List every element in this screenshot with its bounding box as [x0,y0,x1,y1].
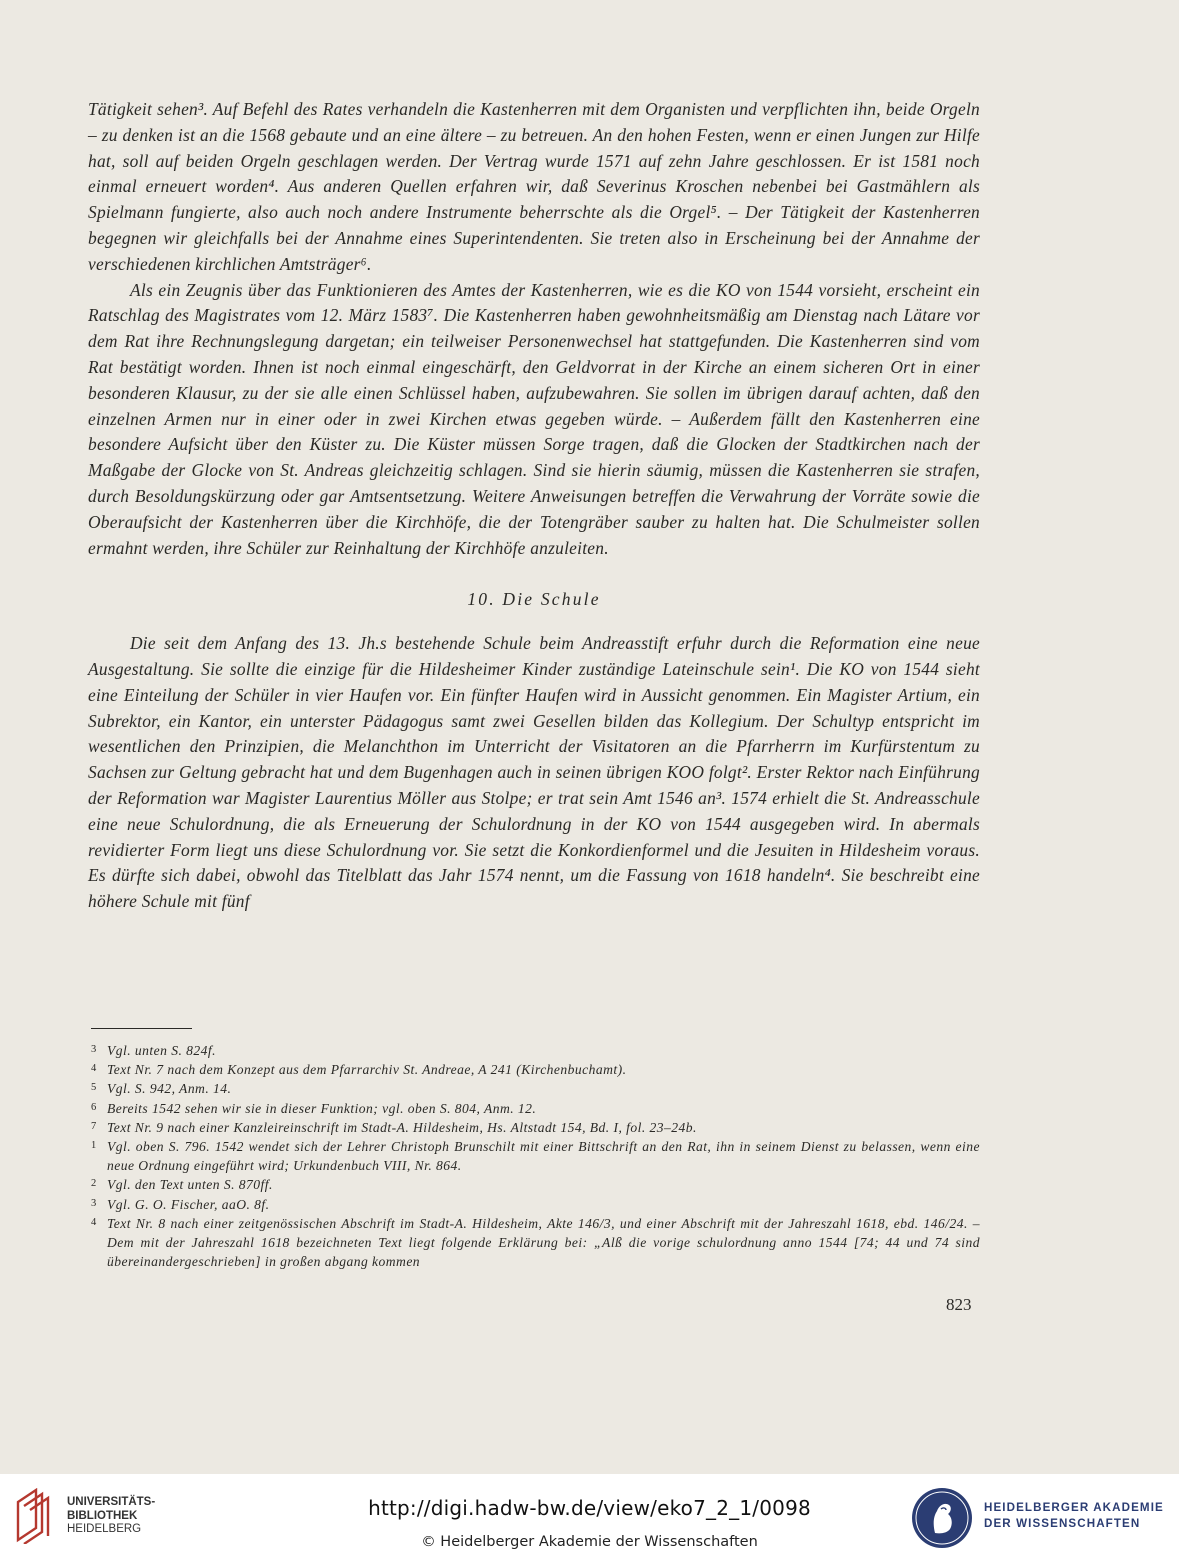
footnote-number: 4 [91,1216,97,1228]
footnote-number: 7 [91,1120,97,1132]
viewer-footer [0,1474,1179,1562]
footnotes [91,1041,980,1271]
library-name-line: UNIVERSITÄTS- [67,1496,156,1508]
footnote-text: Bereits 1542 sehen wir sie in dieser Funktion; vgl. oben S. 804, Anm. 12. [107,1100,537,1116]
footnote [91,1214,980,1272]
academy-name-line: HEIDELBERGER AKADEMIE [984,1501,1164,1514]
footnote [91,1175,980,1194]
footnote-text: Vgl. unten S. 824f. [107,1043,216,1058]
footnote [91,1118,980,1137]
footnote-number: 1 [91,1140,97,1152]
academy-name [984,1500,1164,1532]
academy-name-line: DER WISSENSCHAFTEN [984,1517,1141,1530]
paragraph-1: Tätigkeit sehen³. Auf Befehl des Rates verhandeln die Kastenherren mit dem Organisten und verpflichten ihn, beide Orgeln – zu denken ist an die 1568 gebaute und an eine ältere – zu betreuen. An den hohen Festen, wenn er einen Jungen zur Hilfe hat, soll auf beiden Orgeln geschlagen werden. Der Vertrag wurde 1571 auf zehn Jahre geschlossen. Er ist 1581 noch einmal erneuert worden⁴. Aus anderen Quellen erfahren wir, daß Severinus Kroschen nebenbei bei Gastmählern als Spielmann fungierte, also auch noch andere Instrumente beherrschte als die Orgel⁵. – Der Tätigkeit der Kastenherren begegnen wir gleichfalls bei der Annahme eines Superintendenten. Sie treten also in Erscheinung bei der Annahme der verschiedenen kirchlichen Amtsträger⁶. [88,99,980,274]
footnote-text: Vgl. S. 942, Anm. 14. [107,1081,232,1097]
footnote-number: 3 [91,1044,97,1055]
permalink-url[interactable]: http://digi.hadw-bw.de/view/eko7_2_1/0098 [368,1496,811,1520]
footnote-text: Vgl. G. O. Fischer, aaO. 8f. [107,1196,270,1212]
footnote-text: Text Nr. 9 nach einer Kanzleireinschrift im Stadt-A. Hildesheim, Hs. Altstadt 154, Bd. I, fol. 23–24b. [107,1119,697,1135]
footnote-number: 5 [91,1082,97,1094]
footnote-number: 4 [91,1063,97,1075]
footnote [91,1060,980,1079]
footnote-number: 6 [91,1101,97,1113]
library-name-line: BIBLIOTHEK [67,1509,138,1522]
footnote [91,1195,980,1214]
footnote [91,1137,980,1175]
footnote-text: Vgl. den Text unten S. 870ff. [107,1177,273,1193]
academy-seal-icon[interactable] [911,1487,973,1549]
footnote-text: Text Nr. 7 nach dem Konzept aus dem Pfarrarchiv St. Andreae, A 241 (Kirchenbuchamt). [107,1062,627,1078]
page-number: 823 [946,1295,972,1314]
footnote-text: Text Nr. 8 nach einer zeitgenössischen Abschrift im Stadt-A. Hildesheim, Akte 146/3, und einer Abschrift mit der Jahreszahl 1618, ebd. 146/24. – Dem mit der Jahreszahl 1618 bezeichneten Text liegt folgende Erklärung bei: „Alß die vorige schulordnung anno 1544 [74; 44 und 74 sind übereinandergeschrieben] in großen abgang kommen [107,1215,980,1270]
paragraph-3: Die seit dem Anfang des 13. Jh.s bestehende Schule beim Andreasstift erfuhr durch die Reformation eine neue Ausgestaltung. Sie sollte die einzige für die Hildesheimer Kinder zuständige Lateinschule sein¹. Die KO von 1544 sieht eine Einteilung der Schüler in vier Haufen vor. Ein fünfter Haufen wird in Aussicht genommen. Ein Magister Artium, ein Subrektor, ein Kantor, ein unterster Pädagogus samt zwei Gesellen bilden das Kollegium. Der Schultyp entspricht im wesentlichen den Prinzipien, die Melanchthon im Unterricht der Visitatoren an die Pfarrherrn im Kurfürstentum zu Sachsen zur Geltung gebracht hat und dem Bugenhagen auch in seinen übrigen KOO folgt². Erster Rektor nach Einführung der Reformation war Magister Laurentius Möller aus Stolpe; er trat sein Amt 1546 an³. 1574 erhielt die St. Andreasschule eine neue Schulordnung, die als Erneuerung der Schulordnung in der KO von 1544 ausgegeben wird. In abermals revidierter Form liegt uns diese Schulordnung vor. Sie setzt die Konkordienformel und die Jesuiten in Hildesheim voraus. Es dürfte sich dabei, obwohl das Titelblatt das Jahr 1574 nennt, um die Fassung von 1618 handeln⁴. Sie beschreibt eine höhere Schule mit fünf [88,633,980,912]
footnote [91,1041,980,1060]
copyright-notice: © Heidelberger Akademie der Wissenschaften [421,1534,758,1550]
main-text [88,97,980,915]
footnote [91,1079,980,1098]
library-name-line: HEIDELBERG [67,1523,142,1535]
footnote [91,1099,980,1118]
footnote-number: 2 [91,1178,97,1190]
section-heading: 10. Die Schule [467,589,601,610]
footnote-divider [91,1028,192,1029]
footnote-text: Vgl. oben S. 796. 1542 wendet sich der Lehrer Christoph Brunschilt mit einer Bittschrift an den Rat, ihn in seinem Dienst zu belassen, wenn eine neue Ordnung eingeführt wird; Urkundenbuch VIII, Nr. 864. [107,1139,980,1174]
paragraph-2: Als ein Zeugnis über das Funktionieren des Amtes der Kastenherren, wie es die KO von 1544 vorsieht, erscheint ein Ratschlag des Magistrates vom 12. März 1583⁷. Die Kastenherren haben gewohnheitsmäßig am Dienstag nach Lätare vor dem Rat ihre Rechnungslegung dargetan; ein teilweiser Personenwechsel hat stattgefunden. Die Kastenherren sind vom Rat bestätigt worden. Ihnen ist noch einmal eingeschärft, den Geldvorrat in der Kirche an einem sicheren Ort in einer besonderen Klausur, zu der sie alle einen Schlüssel haben, aufzubewahren. Sie sollen im übrigen darauf achten, daß den einzelnen Armen nur in einer oder in zwei Kirchen etwas gegeben würde. – Außerdem fällt den Kastenherren eine besondere Aufsicht über den Küster zu. Die Küster müssen Sorge tragen, daß die Glocken der Stadtkirchen nach der Maßgabe der Glocke von St. Andreas gleichzeitig schlagen. Sind sie hierin säumig, müssen die Kastenherren sie strafen, durch Besoldungskürzung oder gar Amtsentsetzung. Weitere Anweisungen betreffen die Verwahrung der Vorräte sowie die Oberaufsicht der Kastenherren über die Kirchhöfe, die der Totengräber sauber zu halten hat. Die Schulmeister sollen ermahnt werden, ihre Schüler zur Reinhaltung der Kirchhöfe anzuleiten. [88,279,980,558]
footnote-number: 3 [91,1197,97,1209]
